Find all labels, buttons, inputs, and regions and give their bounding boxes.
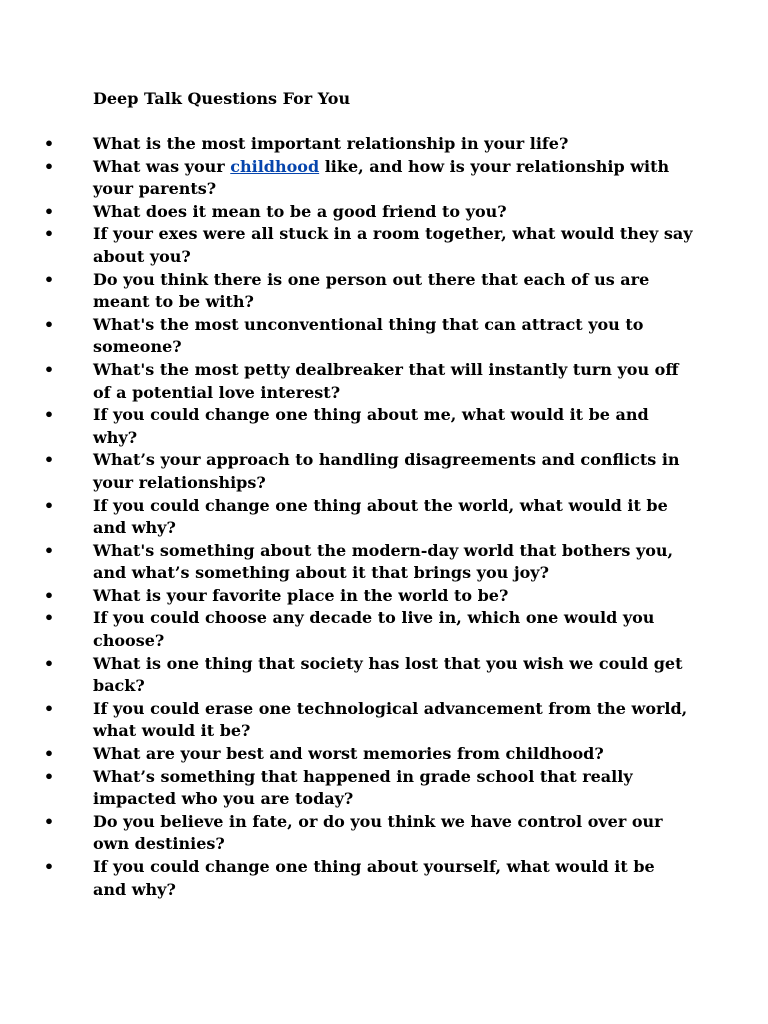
question-item [0, 201, 693, 224]
question-item [0, 314, 693, 359]
bullet-icon: • [43, 224, 55, 244]
question-text: What is your favorite place in the world to be? [93, 585, 509, 605]
question-item [0, 156, 693, 201]
question-text: What's something about the modern-day world that bothers you, and what’s something about it that brings you joy? [93, 540, 674, 583]
bullet-icon: • [43, 201, 55, 221]
question-text: What's the most petty dealbreaker that will instantly turn you off of a potential love interest? [93, 359, 679, 402]
bullet-icon: • [43, 134, 55, 153]
bullet-icon: • [43, 585, 55, 605]
bullet-icon: • [43, 450, 55, 470]
bullet-icon: • [43, 857, 55, 876]
question-text-continued: like, and how is your relationship with your parents? [93, 156, 670, 199]
question-text: What's the most unconventional thing that can attract you to someone? [93, 314, 644, 357]
question-item [0, 856, 693, 901]
question-text: Do you think there is one person out there that each of us are meant to be with? [93, 269, 650, 312]
question-text: If you could change one thing about the world, what would it be and why? [93, 495, 668, 538]
question-item [0, 766, 693, 811]
bullet-icon: • [43, 269, 55, 289]
question-text: If you could erase one technological advancement from the world, what would it be? [93, 698, 688, 741]
question-item [0, 811, 693, 856]
question-text: If you could change one thing about me, what would it be and why? [93, 405, 649, 447]
question-text: If you could choose any decade to live in, which one would you choose? [93, 608, 655, 651]
question-item [0, 223, 693, 268]
bullet-icon: • [43, 359, 55, 379]
bullet-icon: • [43, 744, 55, 764]
question-text: What’s your approach to handling disagreements and conflicts in your relationships? [93, 450, 680, 492]
bullet-icon: • [43, 811, 55, 831]
question-item [0, 653, 693, 698]
bullet-icon: • [43, 698, 55, 718]
question-text: Do you believe in fate, or do you think we have control over our own destinies? [93, 811, 663, 854]
question-text: What was your [93, 156, 231, 176]
question-item [0, 404, 693, 449]
document-title: Deep Talk Questions For You [93, 89, 351, 108]
childhood-link[interactable]: childhood [230, 156, 320, 176]
question-item [0, 449, 693, 494]
question-item [0, 540, 693, 585]
question-item [0, 269, 693, 314]
bullet-icon: • [43, 405, 55, 425]
question-list [0, 133, 768, 901]
question-text: If you could change one thing about yourself, what would it be and why? [93, 857, 655, 899]
question-text: What’s something that happened in grade school that really impacted who you are today? [93, 766, 633, 809]
bullet-icon: • [43, 314, 55, 334]
bullet-icon: • [43, 156, 55, 176]
question-text: What are your best and worst memories from childhood? [93, 744, 604, 764]
question-item [0, 585, 693, 608]
question-item [0, 359, 693, 404]
question-text: What is one thing that society has lost that you wish we could get back? [93, 653, 683, 696]
question-item [0, 495, 693, 540]
bullet-icon: • [43, 540, 55, 560]
question-text: What is the most important relationship in your life? [93, 134, 569, 153]
question-text: What does it mean to be a good friend to you? [93, 201, 507, 221]
bullet-icon: • [43, 495, 55, 515]
question-item [0, 607, 693, 652]
question-item [0, 133, 693, 156]
bullet-icon: • [43, 608, 55, 628]
bullet-icon: • [43, 653, 55, 673]
bullet-icon: • [43, 766, 55, 786]
question-item [0, 743, 693, 766]
question-text: If your exes were all stuck in a room together, what would they say about you? [93, 224, 693, 266]
question-item [0, 698, 693, 743]
